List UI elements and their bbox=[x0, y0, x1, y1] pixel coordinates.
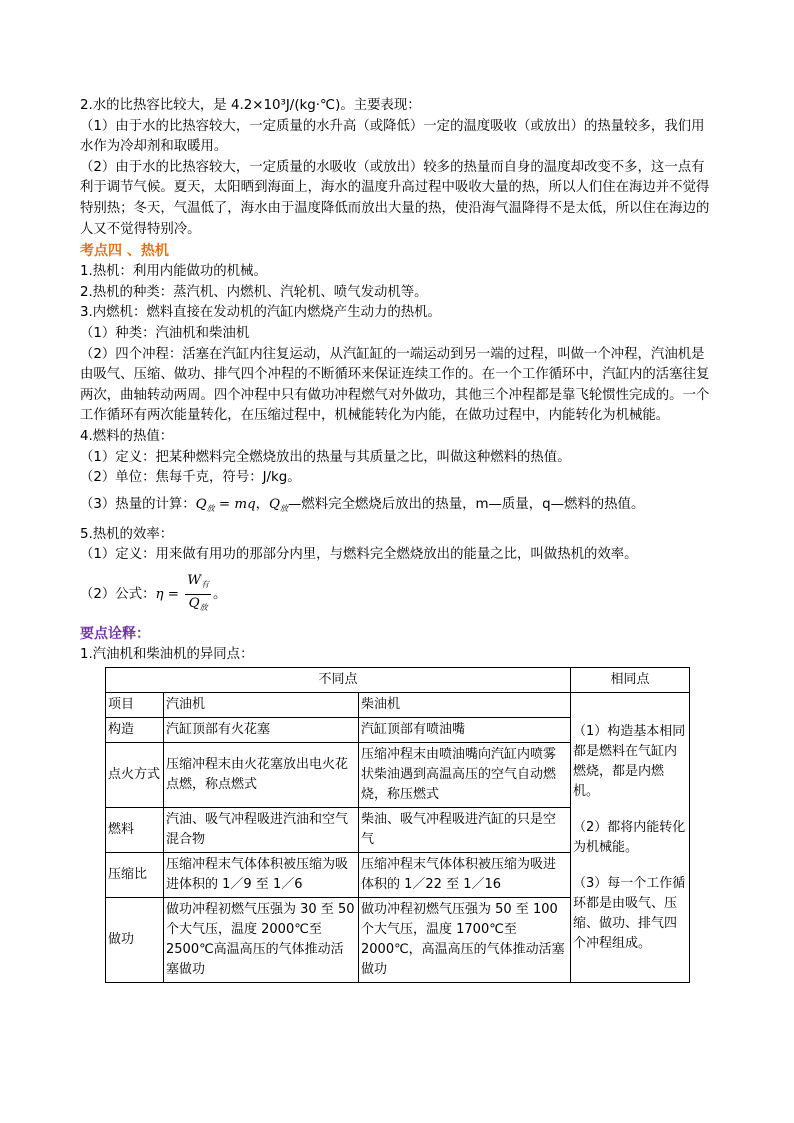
heat-engine-types: 2.热机的种类：蒸汽机、内燃机、汽轮机、喷气发动机等。 bbox=[80, 284, 428, 300]
engine-comparison-table bbox=[105, 667, 690, 983]
heat-calculation-line: （3）热量的计算：$Q_放$ = mq，$Q_放—$燃料完全燃烧后放出的热量，m—质量，q—燃料的热值。 bbox=[80, 496, 645, 513]
table-row: 压缩比 压缩冲程末气体体积被压缩为吸进体积的 1／9 至 1／6 压缩冲程末气体体积被压缩为吸进体积的 1／22 至 1／16 bbox=[106, 853, 690, 898]
efficiency-definition: （1）定义：用来做有用功的那部分内里，与燃料完全燃烧放出的能量之比，叫做热机的效率。 bbox=[80, 547, 638, 563]
same-point-2: （2）都将内能转化为机械能。 bbox=[573, 819, 686, 855]
same-point-1: （1）构造基本相同都是燃料在气缸内燃烧，都是内燃机。 bbox=[573, 723, 686, 799]
formula-heat: $Q_放$ = mq bbox=[195, 496, 256, 513]
four-strokes: （2）四个冲程：活塞在汽缸内往复运动，从汽缸缸的一端运动到另一端的过程，叫做一个冲程，汽油机是由吸气、压缩、做功、排气四个冲程的不断循环来保证连续工作的。在一个工作循环中，汽缸内的活塞往复两次，曲轴转动两周。四个冲程中只有做功冲程燃气对外做功，其他三个冲程都是靠飞轮惯性完成的。一个工作循环有两次能量转化，在压缩过程中，机械能转化为内能，在做功过程中，内能转化为机械能。 bbox=[80, 346, 710, 424]
efficiency-title: 5.热机的效率： bbox=[80, 526, 174, 542]
heat-value-definition: （1）定义：把某种燃料完全燃烧放出的热量与其质量之比，叫做这种燃料的热值。 bbox=[80, 449, 571, 465]
table-column-row bbox=[106, 693, 690, 718]
table-row: 构造 汽缸顶部有火花塞 汽缸顶部有喷油嘴 bbox=[106, 718, 690, 743]
water-point-1: （1）由于水的比热容较大，一定质量的水升高（或降低）一定的温度吸收（或放出）的热量较多，我们用水作为冷却剂和取暖用。 bbox=[80, 118, 705, 155]
fuel-heat-value-title: 4.燃料的热值： bbox=[80, 428, 174, 444]
section-heat-engine-heading: 考点四 、热机 bbox=[80, 243, 169, 260]
col-item: 项目 bbox=[106, 693, 164, 718]
notes-heading: 要点诠释： bbox=[80, 625, 150, 642]
table-row: 做功 做功冲程初燃气压强为 30 至 50 个大气压，温度 2000℃至2500℃高温高压的气体推动活塞做功 做功冲程初燃气压强为 50 至 100 个大气压，温度 1700℃至 2000℃，高温高压的气体推动活塞做功 bbox=[106, 898, 690, 983]
heat-engine-definition: 1.热机：利用内能做功的机械。 bbox=[80, 264, 267, 280]
col-gasoline: 汽油机 bbox=[164, 693, 359, 718]
notes-intro: 1.汽油机和柴油机的异同点： bbox=[80, 646, 254, 662]
same-point-3: （3）每一个工作循环都是由吸气、压缩、做功、排气四个冲程组成。 bbox=[573, 875, 686, 951]
internal-combustion-engine: 3.内燃机：燃料直接在发动机的汽缸内燃烧产生动力的热机。 bbox=[80, 305, 441, 321]
heat-value-unit: （2）单位：焦每千克，符号：J/kg。 bbox=[80, 470, 301, 486]
water-point-2: （2）由于水的比热容较大，一定质量的水吸收（或放出）较多的热量而自身的温度却改变不多，这一点有利于调节气候。夏天，太阳晒到海面上，海水的温度升高过程中吸收大量的热，所以人们住在海边并不觉得特别热；冬天，气温低了，海水由于温度降低而放出大量的热，使沿海气温降得不是太低，所以住在海边的人又不觉得特别冷。 bbox=[80, 159, 710, 237]
ice-types: （1）种类：汽油机和柴油机 bbox=[80, 325, 250, 341]
document-page bbox=[80, 96, 712, 983]
formula-efficiency: η = $\frac{W_有}{Q_放}$ bbox=[155, 572, 210, 612]
similarities-cell bbox=[571, 693, 690, 983]
efficiency-formula-line: （2）公式：η = $\frac{W_有}{Q_放}$ 。 bbox=[80, 572, 227, 612]
table-row: 点火方式 压缩冲程末由火花塞放出电火花点燃，称点燃式 压缩冲程末由喷油嘴向汽缸内喷雾状柴油遇到高温高压的空气自动燃烧，称压燃式 bbox=[106, 743, 690, 808]
table-row: 燃料 汽油、吸气冲程吸进汽油和空气混合物 柴油、吸气冲程吸进汽缸的只是空气 bbox=[106, 808, 690, 853]
header-differences: 不同点 bbox=[106, 668, 571, 693]
col-diesel: 柴油机 bbox=[359, 693, 571, 718]
table-header-row bbox=[106, 668, 690, 693]
water-specific-heat-title: 2.水的比热容比较大，是 4.2×10³J/(kg·℃)。主要表现： bbox=[80, 98, 421, 113]
header-similarities: 相同点 bbox=[571, 668, 690, 693]
